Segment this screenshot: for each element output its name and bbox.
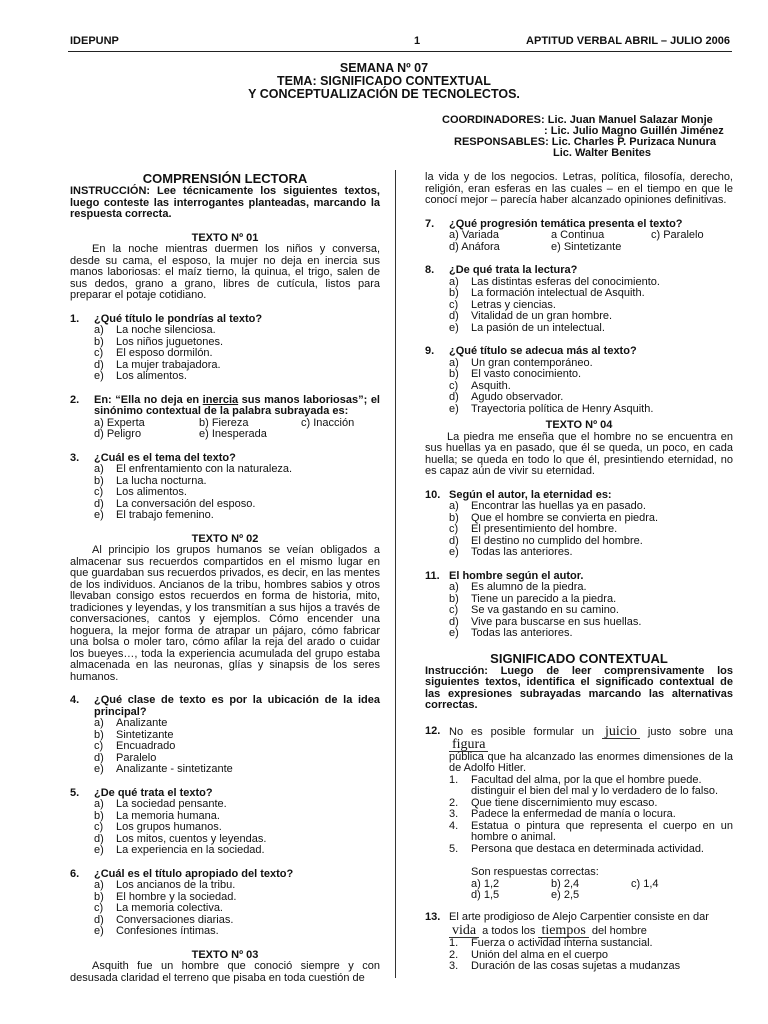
question-5 [70, 788, 380, 857]
question-text: ¿Cuál es el tema del texto? [94, 451, 236, 464]
option[interactable]: d) La conversación del esposo. [94, 497, 256, 510]
question-text: ¿Qué clase de texto es por la ubicación de la idea principal? [94, 694, 380, 718]
question-13 [425, 912, 733, 973]
option[interactable]: a Continua [551, 229, 605, 241]
texto2-title: TEXTO Nº 02 [191, 532, 259, 545]
question-11 [425, 571, 733, 640]
option[interactable]: b) 2,4 [551, 877, 580, 890]
handwritten-word: vida [449, 925, 479, 938]
option[interactable]: d) Anáfora [449, 240, 500, 253]
coordinators-line2: : Lic. Julio Magno Guillén Jiménez [544, 125, 724, 137]
option[interactable]: e) Los alimentos. [94, 370, 187, 382]
option[interactable]: d) Peligro [94, 428, 142, 440]
option[interactable]: a) La noche silenciosa. [94, 324, 216, 336]
question-number: 4. [70, 694, 80, 706]
question-text: ¿Qué progresión temática presenta el texto? [449, 217, 683, 230]
option[interactable]: d) Los mitos, cuentos y leyendas. [94, 832, 267, 845]
question-number: 3. [70, 451, 80, 464]
question-10 [425, 490, 733, 559]
question-number: 2. [70, 393, 80, 406]
option[interactable]: d) La mujer trabajadora. [94, 358, 221, 371]
option[interactable]: b) Los niños juguetones. [94, 335, 224, 348]
handwritten-word: tiempos [538, 925, 588, 938]
question-number: 10. [425, 488, 441, 501]
answers-label: Son respuestas correctas: [471, 866, 599, 878]
question-text: ¿Cuál es el título apropiado del texto? [94, 867, 294, 880]
option[interactable]: c) Encuadrado [94, 740, 176, 752]
option[interactable]: e) Analizante - sintetizante [94, 763, 233, 775]
option[interactable]: e) 2,5 [551, 889, 580, 901]
section-title-significado: SIGNIFICADO CONTEXTUAL [490, 650, 668, 666]
numbered-item: 2. Que tiene discernimiento muy escaso. [449, 796, 658, 809]
option[interactable]: a) Es alumno de la piedra. [449, 581, 587, 593]
texto4-title: TEXTO Nº 04 [545, 419, 613, 431]
option[interactable]: a) Encontrar las huellas ya en pasado. [449, 500, 646, 512]
question-text: No es posible formular un juicio justo sobre una figura [449, 723, 733, 752]
option[interactable]: d) El destino no cumplido del hombre. [449, 534, 643, 547]
texto1-body: En la noche mientras duermen los niños y conversa, desde su cama, el esposo, la mujer no deja en inercia sus manos laboriosas: el maíz tierno, la quinua, el trigo, salen de sus dedos, grano a grano, libres de cutícula, listos para preparar el potaje cotidiano. [70, 243, 380, 301]
question-9 [425, 346, 733, 415]
question-2 [70, 395, 380, 441]
option[interactable]: b) La memoria humana. [94, 809, 220, 822]
option[interactable]: a) Analizante [94, 717, 168, 729]
question-number: 12. [425, 724, 441, 737]
question-text-continued: vida a todos los tiempos del hombre [449, 925, 733, 938]
option[interactable]: c) Los grupos humanos. [94, 821, 222, 833]
numbered-item: 1. Facultad del alma, por la que el hombre puede. distinguir el bien del mal y lo verdadero de lo falso. [449, 773, 719, 797]
header-institution: IDEPUNP [70, 35, 119, 47]
numbered-item: 3. Padece la enfermedad de manía o locura. [449, 808, 676, 820]
question-number: 11. [425, 569, 440, 582]
instruction-significado: Instrucción: Luego de leer comprensivamente los siguientes textos, identifica el significado contextual de las expresiones subrayadas marcando las alternativas correctas. [425, 664, 733, 711]
option[interactable]: b) Que el hombre se convierta en piedra. [449, 511, 659, 524]
option[interactable]: b) Sintetizante [94, 728, 174, 741]
question-number: 8. [425, 264, 435, 276]
option[interactable]: a) Las distintas esferas del conocimiento. [449, 275, 660, 288]
instruction-comprension: INSTRUCCIÓN: Lee técnicamente los siguientes textos, luego conteste las interrogantes planteadas, marcando la respuesta correcta. [70, 185, 380, 220]
option[interactable]: a) 1,2 [471, 877, 500, 890]
numbered-item: 2. Unión del alma en el cuerpo [449, 948, 608, 961]
question-12 [425, 723, 733, 902]
texto1-title: TEXTO Nº 01 [191, 231, 259, 244]
question-8 [425, 265, 733, 334]
option[interactable]: b) El vasto conocimiento. [449, 368, 582, 380]
numbered-item: 3. Duración de las cosas sujetas a mudanzas [449, 960, 681, 972]
question-text: ¿De qué trata la lectura? [449, 264, 578, 276]
column-divider [395, 170, 396, 978]
option[interactable]: d) Agudo observador. [449, 391, 564, 403]
option[interactable]: d) 1,5 [471, 889, 500, 901]
option[interactable]: c) Se va gastando en su camino. [449, 604, 619, 616]
texto2-body: Al principio los grupos humanos se veían obligados a almacenar sus recuerdos compartidos en el mismo lugar en que guardaban sus recuerdos privados, es decir, en las mentes de los individuos. Ancianos de la tribu, hombres sabios y otros llevaban consigo estos recuerdos en forma de historia, mito, tradiciones y leyendas, y los transmitían a sus hijos a través de conversaciones, cantos y ejemplos. Cómo encender una hoguera, la mejor forma de atrapar un pájaro, cómo fabricar una bolsa o moler taro, cómo afilar la reja del arado o cuidar los bueyes…, toda la experiencia acumulada del grupo estaba almacenada en las neuronas, glías y sinapsis de los seres humanos. [70, 544, 380, 683]
question-text: El hombre según el autor. [449, 569, 584, 582]
responsables-line1: RESPONSABLES: Lic. Charles P. Purizaca Nunura [454, 136, 717, 148]
question-4 [70, 695, 380, 776]
header-course: APTITUD VERBAL ABRIL – JULIO 2006 [526, 35, 730, 47]
question-text-continued: pública que ha alcanzado las enormes dimensiones de la de Adolfo Hitler. [449, 750, 733, 774]
option[interactable]: b) Fiereza [199, 416, 249, 429]
question-7 [425, 219, 733, 254]
option[interactable]: d) Vive para buscarse en sus huellas. [449, 615, 642, 628]
option[interactable]: e) Todas las anteriores. [449, 627, 573, 639]
question-1 [70, 314, 380, 383]
question-number: 1. [70, 312, 80, 325]
numbered-item: 5. Persona que destaca en determinada actividad. [449, 842, 704, 855]
option[interactable]: e) La experiencia en la sociedad. [94, 844, 265, 856]
option[interactable]: c) Letras y ciencias. [449, 298, 556, 311]
option[interactable]: d) Paralelo [94, 751, 157, 764]
option[interactable]: d) Vitalidad de un gran hombre. [449, 310, 613, 322]
option[interactable]: c) Los alimentos. [94, 486, 187, 498]
question-number: 9. [425, 345, 435, 357]
question-number: 7. [425, 217, 435, 230]
option[interactable]: a) La sociedad pensante. [94, 798, 227, 810]
question-number: 13. [425, 910, 441, 923]
option[interactable]: c) 1,4 [631, 877, 659, 890]
texto3-body-start: Asquith fue un hombre que conoció siempre y con desusada claridad el terreno que pisaba en toda cuestión de [70, 960, 380, 984]
question-number: 6. [70, 867, 80, 880]
texto3-title: TEXTO Nº 03 [191, 948, 259, 961]
option[interactable]: c) La memoria colectiva. [94, 902, 223, 914]
option[interactable]: b) La lucha nocturna. [94, 474, 207, 487]
option[interactable]: b) Tiene un parecido a la piedra. [449, 592, 617, 605]
question-text: El arte prodigioso de Alejo Carpentier consiste en dar [449, 910, 709, 923]
option[interactable]: a) El enfrentamiento con la naturaleza. [94, 463, 293, 475]
coordinators-line1: COORDINADORES: Lic. Juan Manuel Salazar Monje [442, 114, 713, 126]
question-number: 5. [70, 786, 80, 799]
topic-subtitle: Y CONCEPTUALIZACIÓN DE TECNOLECTOS. [248, 87, 520, 101]
option[interactable]: e) Inesperada [199, 428, 267, 440]
option[interactable]: c) El presentimiento del hombre. [449, 523, 618, 535]
page-header [70, 36, 730, 50]
option[interactable]: e) Trayectoria política de Henry Asquith. [449, 402, 654, 415]
left-column [70, 172, 380, 984]
option[interactable]: e) Confesiones íntimas. [94, 925, 219, 937]
topic-title: TEMA: SIGNIFICADO CONTEXTUAL [277, 74, 491, 88]
texto4-body: La piedra me enseña que el hombre no se encuentra en sus huellas ya en pasado, que él se queda, un poco, en cada huella; se queda en todo lo que él, presintiendo eternidad, no es capaz aún de vivir su eternidad. [425, 430, 733, 477]
page-number: 1 [414, 35, 421, 47]
section-title-comprension: COMPRENSIÓN LECTORA [142, 171, 308, 186]
right-column [425, 172, 733, 973]
underlined-word: inercia [202, 393, 239, 406]
texto3-body-continued: la vida y de los negocios. Letras, política, filosofía, derecho, religión, eran esferas en las cuales – en el tiempo en que le conocí mejor – parecía haber alcanzado opiniones definitivas. [425, 171, 733, 206]
option[interactable]: b) El hombre y la sociedad. [94, 890, 237, 903]
numbered-item: 4. Estatua o pintura que representa el cuerpo en un hombre o animal. [449, 819, 733, 843]
handwritten-word: figura [449, 739, 488, 752]
option[interactable]: c) Paralelo [651, 229, 704, 241]
option[interactable]: c) Asquith. [449, 379, 511, 392]
responsables-line2: Lic. Walter Benites [553, 147, 652, 159]
option[interactable]: e) Todas las anteriores. [449, 546, 573, 558]
option[interactable]: c) Inacción [301, 416, 355, 429]
option[interactable]: e) La pasión de un intelectual. [449, 321, 605, 334]
option[interactable]: c) El esposo dormilón. [94, 347, 213, 359]
question-text: Según el autor, la eternidad es: [449, 488, 612, 501]
option[interactable]: a) Experta [94, 416, 145, 429]
question-text: ¿De qué trata el texto? [94, 786, 213, 799]
question-text: ¿Qué título le pondrías al texto? [94, 312, 263, 325]
numbered-item: 1. Fuerza o actividad interna sustancial. [449, 937, 653, 949]
option[interactable]: a) Un gran contemporáneo. [449, 356, 593, 369]
question-text: En: “Ella no deja en inercia sus manos laboriosas”; el sinónimo contextual de la palabra subrayada es: [94, 393, 380, 417]
week-title: SEMANA Nº 07 [339, 61, 429, 75]
question-6 [70, 869, 380, 938]
option[interactable]: e) El trabajo femenino. [94, 509, 214, 521]
handwritten-word: juicio [602, 726, 640, 739]
option[interactable]: e) Sintetizante [551, 240, 622, 253]
question-text: ¿Qué título se adecua más al texto? [449, 345, 637, 357]
option[interactable]: a) Variada [449, 229, 499, 241]
option[interactable]: b) La formación intelectual de Asquith. [449, 287, 645, 299]
option[interactable]: a) Los ancianos de la tribu. [94, 879, 236, 891]
option[interactable]: d) Conversaciones diarias. [94, 913, 234, 926]
question-3 [70, 453, 380, 522]
header-divider [68, 51, 732, 52]
